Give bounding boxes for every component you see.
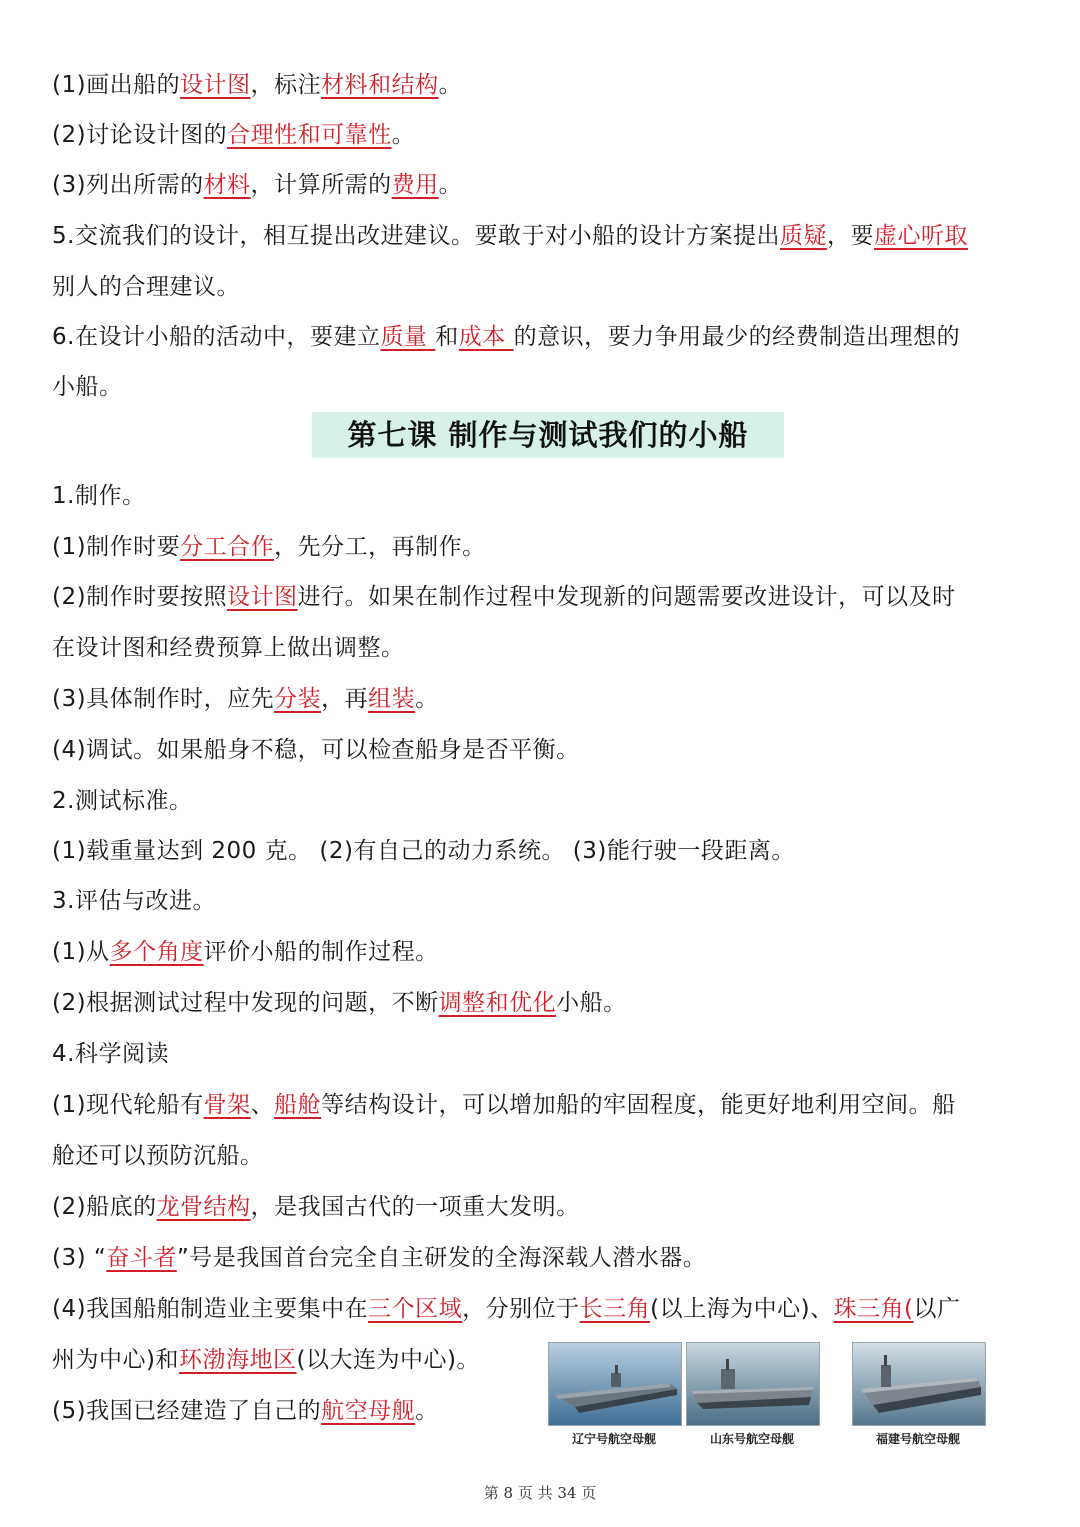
image-caption: 辽宁号航空母舰 [571, 1432, 656, 1446]
text-line: (1)画出船的设计图，标注材料和结构。 [52, 72, 463, 98]
keyword: 质量 [380, 324, 436, 350]
text-line: (1)制作时要分工合作，先分工，再制作。 [52, 534, 486, 560]
text-line: (1)现代轮船有骨架、船舱等结构设计，可以增加船的牢固程度，能更好地利用空间。船 [52, 1092, 956, 1118]
keyword: 虚心听取 [873, 223, 968, 249]
text-line: 州为中心)和环渤海地区(以大连为中心)。 [52, 1347, 480, 1373]
keyword: 设计图 [180, 72, 251, 98]
fujian-carrier-image [852, 1342, 986, 1426]
text-line: (4)调试。如果船身不稳，可以检查船身是否平衡。 [52, 737, 580, 763]
text-line: (4)我国船舶制造业主要集中在三个区域，分别位于长三角(以上海为中心)、珠三角(以广 [52, 1296, 961, 1322]
text-line: 2.测试标准。 [52, 788, 193, 814]
text-line: (2)根据测试过程中发现的问题，不断调整和优化小船。 [52, 990, 627, 1016]
page-number: 第 8 页 共 34 页 [483, 1484, 597, 1502]
keyword: 骨架 [203, 1092, 251, 1118]
keyword: 珠三角( [833, 1296, 914, 1322]
keyword: 组装 [368, 686, 416, 712]
image-caption: 福建号航空母舰 [875, 1432, 960, 1446]
keyword: 船舱 [274, 1092, 322, 1118]
text-line: (1)从多个角度评价小船的制作过程。 [52, 939, 439, 965]
keyword: 设计图 [227, 584, 298, 610]
keyword: 三个区域 [368, 1296, 463, 1322]
text-line: (3) “奋斗者”号是我国首台完全自主研发的全海深载人潜水器。 [52, 1245, 707, 1271]
text-line: 4.科学阅读 [52, 1041, 169, 1067]
text-line: 小船。 [52, 374, 123, 400]
text-line: (2)制作时要按照设计图进行。如果在制作过程中发现新的问题需要改进设计，可以及时 [52, 584, 956, 610]
text-line: 别人的合理建议。 [52, 274, 240, 300]
keyword: 材料 [203, 172, 251, 198]
shandong-carrier-image [686, 1342, 820, 1426]
text-line: (1)载重量达到 200 克。 (2)有自己的动力系统。 (3)能行驶一段距离。 [52, 838, 795, 864]
keyword: 成本 [458, 324, 514, 350]
image-caption: 山东号航空母舰 [709, 1432, 794, 1446]
text-line: (2)讨论设计图的合理性和可靠性。 [52, 122, 416, 148]
keyword: 奋斗者 [106, 1245, 177, 1271]
keyword: 调整和优化 [438, 990, 557, 1016]
text-line: 在设计图和经费预算上做出调整。 [52, 635, 405, 661]
keyword: 航空母舰 [321, 1398, 416, 1424]
text-line: 5.交流我们的设计，相互提出改进建议。要敢于对小船的设计方案提出质疑，要虚心听取 [52, 223, 968, 249]
lesson-title: 第七课 制作与测试我们的小船 [312, 412, 784, 458]
liaoning-carrier-image [548, 1342, 682, 1426]
text-line: (3)具体制作时，应先分装，再组装。 [52, 686, 439, 712]
keyword: 龙骨结构 [156, 1194, 251, 1220]
text-line: (3)列出所需的材料，计算所需的费用。 [52, 172, 463, 198]
keyword: 分工合作 [180, 534, 275, 560]
keyword: 质疑 [779, 223, 827, 249]
keyword: 分装 [274, 686, 322, 712]
text-line: 6.在设计小船的活动中，要建立质量 和成本 的意识，要力争用最少的经费制造出理想的 [52, 324, 961, 350]
keyword: 材料和结构 [321, 72, 439, 98]
keyword: 合理性和可靠性 [227, 122, 392, 148]
text-line: 1.制作。 [52, 483, 146, 509]
keyword: 环渤海地区 [178, 1347, 297, 1373]
keyword: 长三角 [579, 1296, 651, 1322]
text-line: (2)船底的龙骨结构，是我国古代的一项重大发明。 [52, 1194, 580, 1220]
text-line: 舱还可以预防沉船。 [52, 1143, 264, 1169]
text-line: 3.评估与改进。 [52, 888, 216, 914]
text-line: (5)我国已经建造了自己的航空母舰。 [52, 1398, 439, 1424]
keyword: 费用 [391, 172, 439, 198]
keyword: 多个角度 [109, 939, 204, 965]
